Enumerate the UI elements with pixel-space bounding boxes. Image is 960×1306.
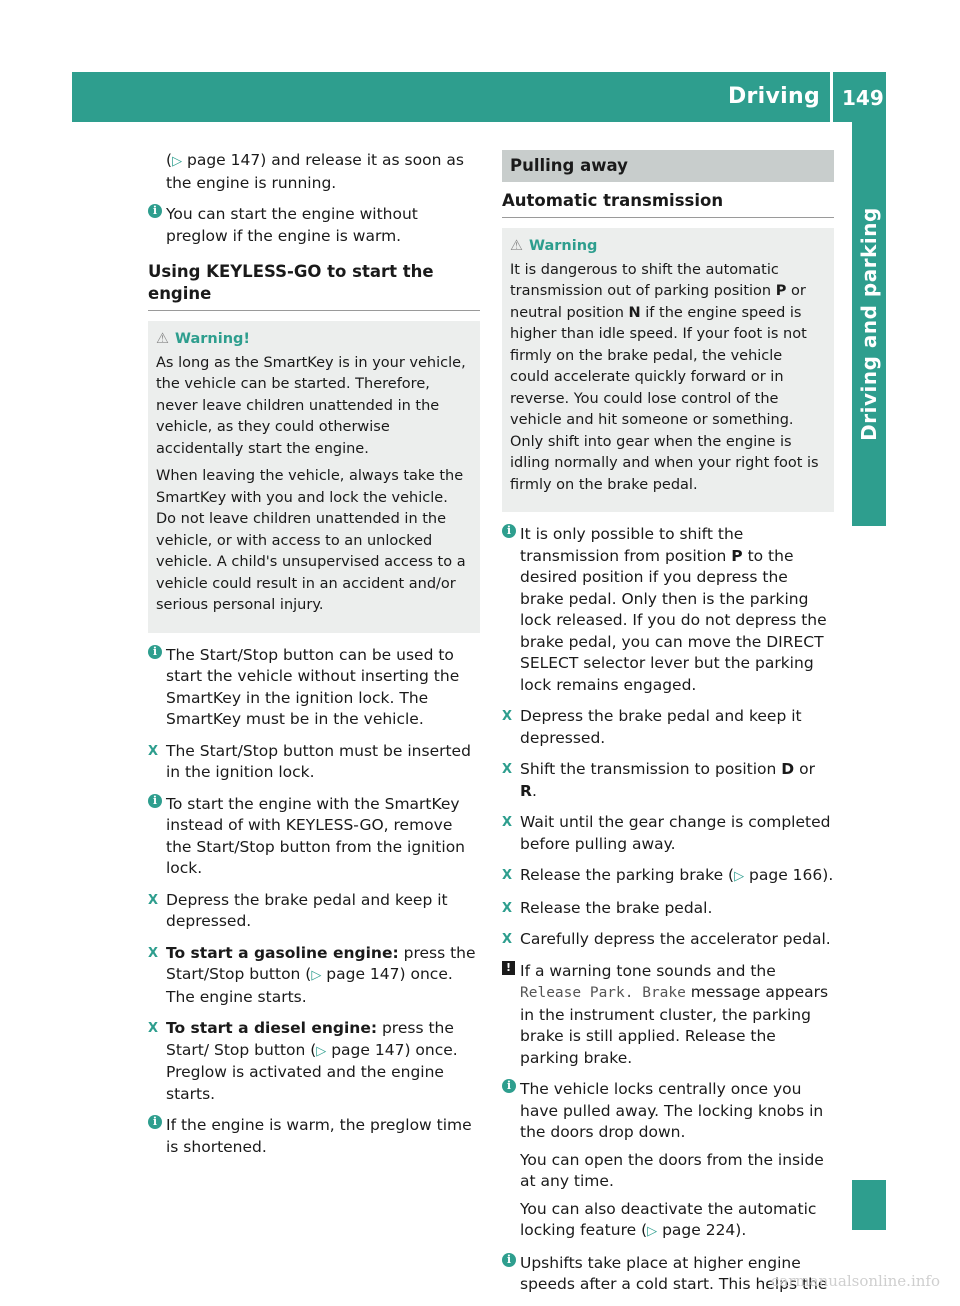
continued-paragraph: (▷ page 147) and release it as soon as the engine is running. [166, 151, 464, 192]
page-ref-arrow-icon: ▷ [647, 1224, 658, 1239]
info-icon: i [148, 204, 162, 218]
step-arrow-icon: X [502, 900, 513, 916]
right-column [502, 150, 834, 1306]
step-arrow-icon: X [148, 1021, 159, 1036]
header-section-title: Driving [727, 84, 820, 109]
info-note: i To start the engine with the SmartKey instead of with KEYLESS-GO, remove the Start/Stop button from the ignition lock. [148, 794, 480, 880]
step-item: X The Start/Stop button must be inserted in the ignition lock. [148, 741, 471, 781]
warning-text: As long as the SmartKey is in your vehicle, the vehicle can be started. Therefore, never leave children unattended in the vehicle, as they could otherwise accidentally start the engine. [156, 354, 466, 457]
info-note: i It is only possible to shift the transmission from position P to the desired position if you depress the brake pedal. Only then is the parking lock released. If you do not depress the brake pedal, you can move the DIRECT SELECT selector lever but the parking lock remains engaged. [502, 524, 834, 696]
page-ref-arrow-icon: ▷ [172, 154, 183, 169]
display-message: Release Park. Brake [520, 985, 686, 1001]
info-note: i The vehicle locks centrally once you have pulled away. The locking knobs in the doors drop down. You can open the doors from the inside at any time. You can also deactivate the automatic locking feature (▷ page 224). [502, 1079, 834, 1243]
info-paragraph: You can open the doors from the inside at any time. [520, 1150, 824, 1190]
step-arrow-icon: X [148, 892, 159, 908]
page-ref-arrow-icon: ▷ [311, 968, 322, 983]
info-icon: i [502, 1079, 516, 1093]
section-heading: Using KEYLESS-GO to start the engine [148, 261, 480, 311]
watermark: carmanualsonline.info [770, 1272, 940, 1290]
info-note: i The Start/Stop button can be used to start the vehicle without inserting the SmartKey in the ignition lock. The SmartKey must be in the vehicle. [148, 645, 480, 731]
side-chapter-tab [852, 122, 886, 526]
step-item: X Release the parking brake (▷ page 166). [502, 865, 834, 888]
warning-text: When leaving the vehicle, always take the SmartKey with you and lock the vehicle. Do not leave children unattended in the vehicle, or with access to an unlocked vehicle. A child's unsupervised access to a vehicle could result in an accident and/or serious personal injury. [156, 468, 466, 613]
header-divider [830, 72, 833, 122]
info-note: i Upshifts take place at higher engine speeds after a cold start. This helps the [502, 1253, 834, 1296]
step-item: X To start a gasoline engine: press the Start/Stop button (▷ page 147) once. The engine starts. [148, 943, 476, 1006]
bar-heading: Pulling away [502, 150, 834, 182]
step-result: Preglow is activated and the engine starts. [166, 1063, 444, 1103]
exclamation-icon: ! [502, 961, 515, 975]
side-thumb-block [852, 1180, 886, 1230]
info-icon: i [502, 524, 516, 538]
warning-title: ⚠ Warning [510, 238, 598, 254]
info-icon: i [502, 1253, 516, 1267]
page-ref-link[interactable]: page 147 [187, 151, 261, 169]
warning-triangle-icon: ⚠ [510, 238, 523, 254]
left-column [148, 150, 480, 1168]
step-item: X To start a diesel engine: press the Start/ Stop button (▷ page 147) once. Preglow is activated and the engine starts. [148, 1019, 458, 1103]
warning-title: ⚠ Warning! [156, 331, 251, 347]
side-tab-label: Driving and parking [857, 207, 881, 441]
warning-box [502, 228, 834, 512]
info-note: i If the engine is warm, the preglow time is shortened. [148, 1115, 480, 1158]
info-paragraph: You can also deactivate the automatic locking feature (▷ page 224). [520, 1199, 817, 1239]
page-ref-link[interactable]: page 224 [662, 1221, 736, 1239]
page-ref-link[interactable]: page 166 [749, 866, 823, 884]
step-item: X Wait until the gear change is completed before pulling away. [502, 813, 831, 853]
step-arrow-icon: X [502, 762, 513, 777]
page-ref-link[interactable]: page 147 [331, 1040, 405, 1059]
warning-text: It is dangerous to shift the automatic transmission out of parking position P or neutral position N if the engine speed is higher than idle speed. If your foot is not firmly on the brake pedal, the vehicle could accelerate quickly forward or in reverse. You could lose control of the vehicle and hit someone or something. Only shift into gear when the engine is idling normally and when your right foot is firmly on the brake pedal. [510, 261, 819, 493]
info-note: i You can start the engine without preglow if the engine is warm. [148, 204, 480, 247]
step-arrow-icon: X [502, 868, 513, 883]
page-ref-link[interactable]: page 147 [326, 965, 400, 983]
step-item: X Depress the brake pedal and keep it depressed. [502, 707, 802, 747]
step-arrow-icon: X [148, 743, 159, 759]
step-item: X Carefully depress the accelerator pedal. [502, 929, 834, 951]
step-arrow-icon: X [148, 945, 159, 961]
step-item: X Release the brake pedal. [502, 898, 834, 920]
warning-box [148, 321, 480, 633]
page-number: 149 [842, 86, 884, 110]
info-icon: i [148, 645, 162, 659]
warning-triangle-icon: ⚠ [156, 331, 169, 347]
caution-note: ! If a warning tone sounds and the Release Park. Brake message appears in the instrument cluster, the parking brake is still applied. Release the parking brake. [502, 961, 834, 1070]
info-icon: i [148, 794, 162, 808]
step-arrow-icon: X [502, 709, 513, 724]
step-result: The engine starts. [166, 987, 307, 1006]
step-item: X Shift the transmission to position D or R. [502, 760, 815, 800]
page-ref-arrow-icon: ▷ [316, 1043, 327, 1059]
page-ref-arrow-icon: ▷ [734, 869, 745, 884]
step-item: X Depress the brake pedal and keep it depressed. [148, 890, 448, 930]
step-arrow-icon: X [502, 932, 513, 947]
info-icon: i [148, 1115, 162, 1129]
section-heading: Automatic transmission [502, 190, 834, 219]
step-arrow-icon: X [502, 815, 513, 830]
